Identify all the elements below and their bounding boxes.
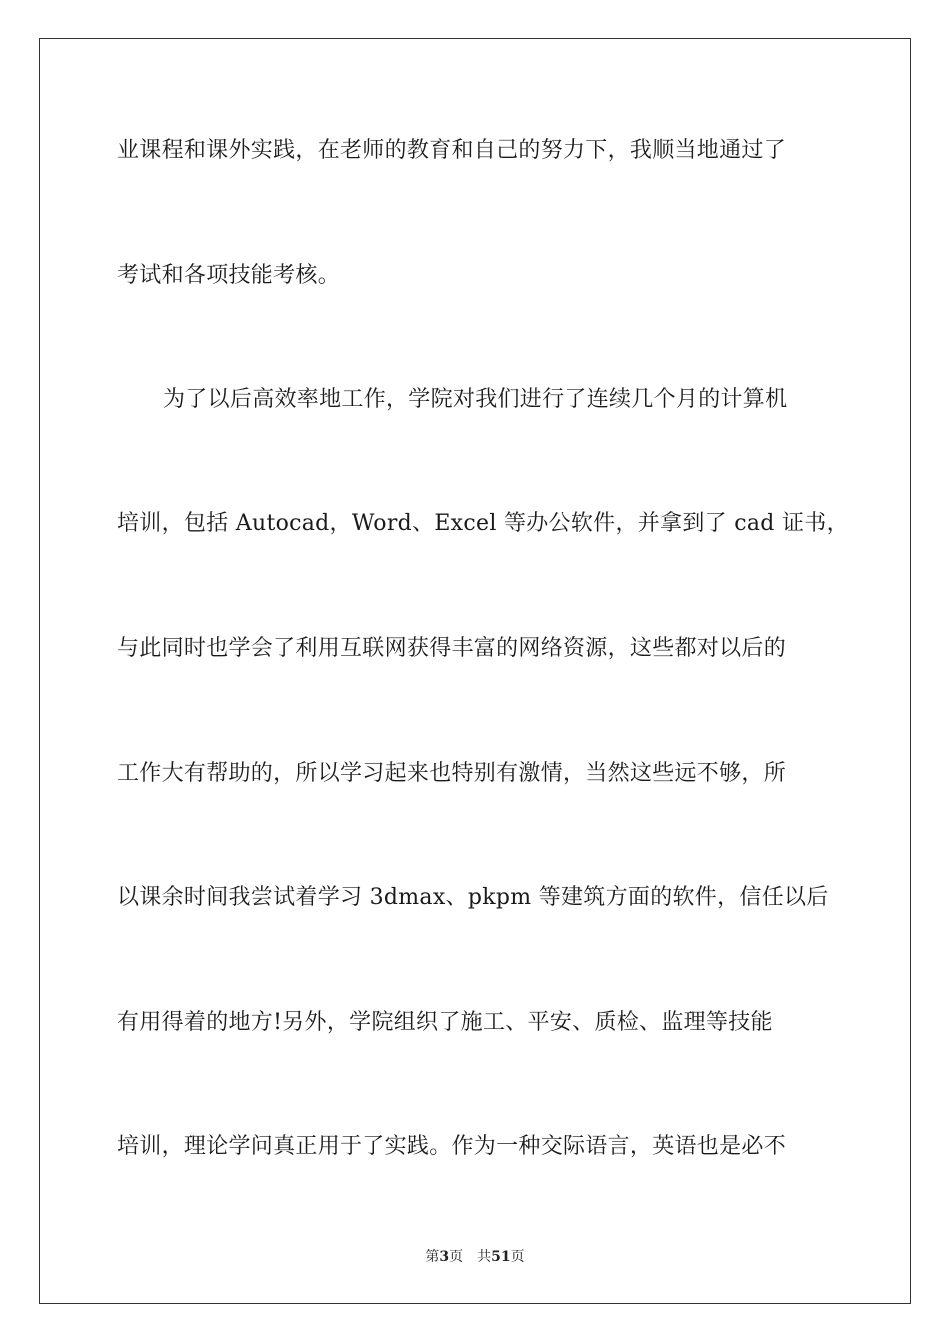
body-text-line: 有用得着的地方!另外，学院组织了施工、平安、质检、监理等技能 (117, 1010, 773, 1035)
body-text-line: 工作大有帮助的，所以学习起来也特别有激情，当然这些远不够，所 (117, 761, 787, 786)
current-page-number: 3 (439, 1249, 450, 1265)
page-border (39, 38, 911, 1304)
page-number-suffix: 页 (449, 1249, 464, 1265)
body-text-line: 以课余时间我尝试着学习 3dmax、pkpm 等建筑方面的软件，信任以后 (117, 885, 829, 910)
total-page-count: 51 (491, 1249, 511, 1265)
total-pages-prefix: 共 (477, 1249, 492, 1265)
paragraph-first-line: 为了以后高效率地工作，学院对我们进行了连续几个月的计算机 (163, 387, 788, 412)
body-text-line: 考试和各项技能考核。 (117, 263, 341, 288)
body-text-line: 培训，包括 Autocad，Word、Excel 等办公软件，并拿到了 cad 证书， (117, 511, 849, 536)
page-footer (0, 1248, 950, 1266)
body-text-line: 业课程和课外实践，在老师的教育和自己的努力下，我顺当地通过了 (117, 138, 787, 163)
body-text-line: 培训，理论学问真正用于了实践。作为一种交际语言，英语也是必不 (117, 1134, 787, 1159)
page-number-prefix: 第 (425, 1249, 440, 1265)
body-text-line: 与此同时也学会了利用互联网获得丰富的网络资源，这些都对以后的 (117, 636, 787, 661)
total-pages-suffix: 页 (510, 1249, 525, 1265)
